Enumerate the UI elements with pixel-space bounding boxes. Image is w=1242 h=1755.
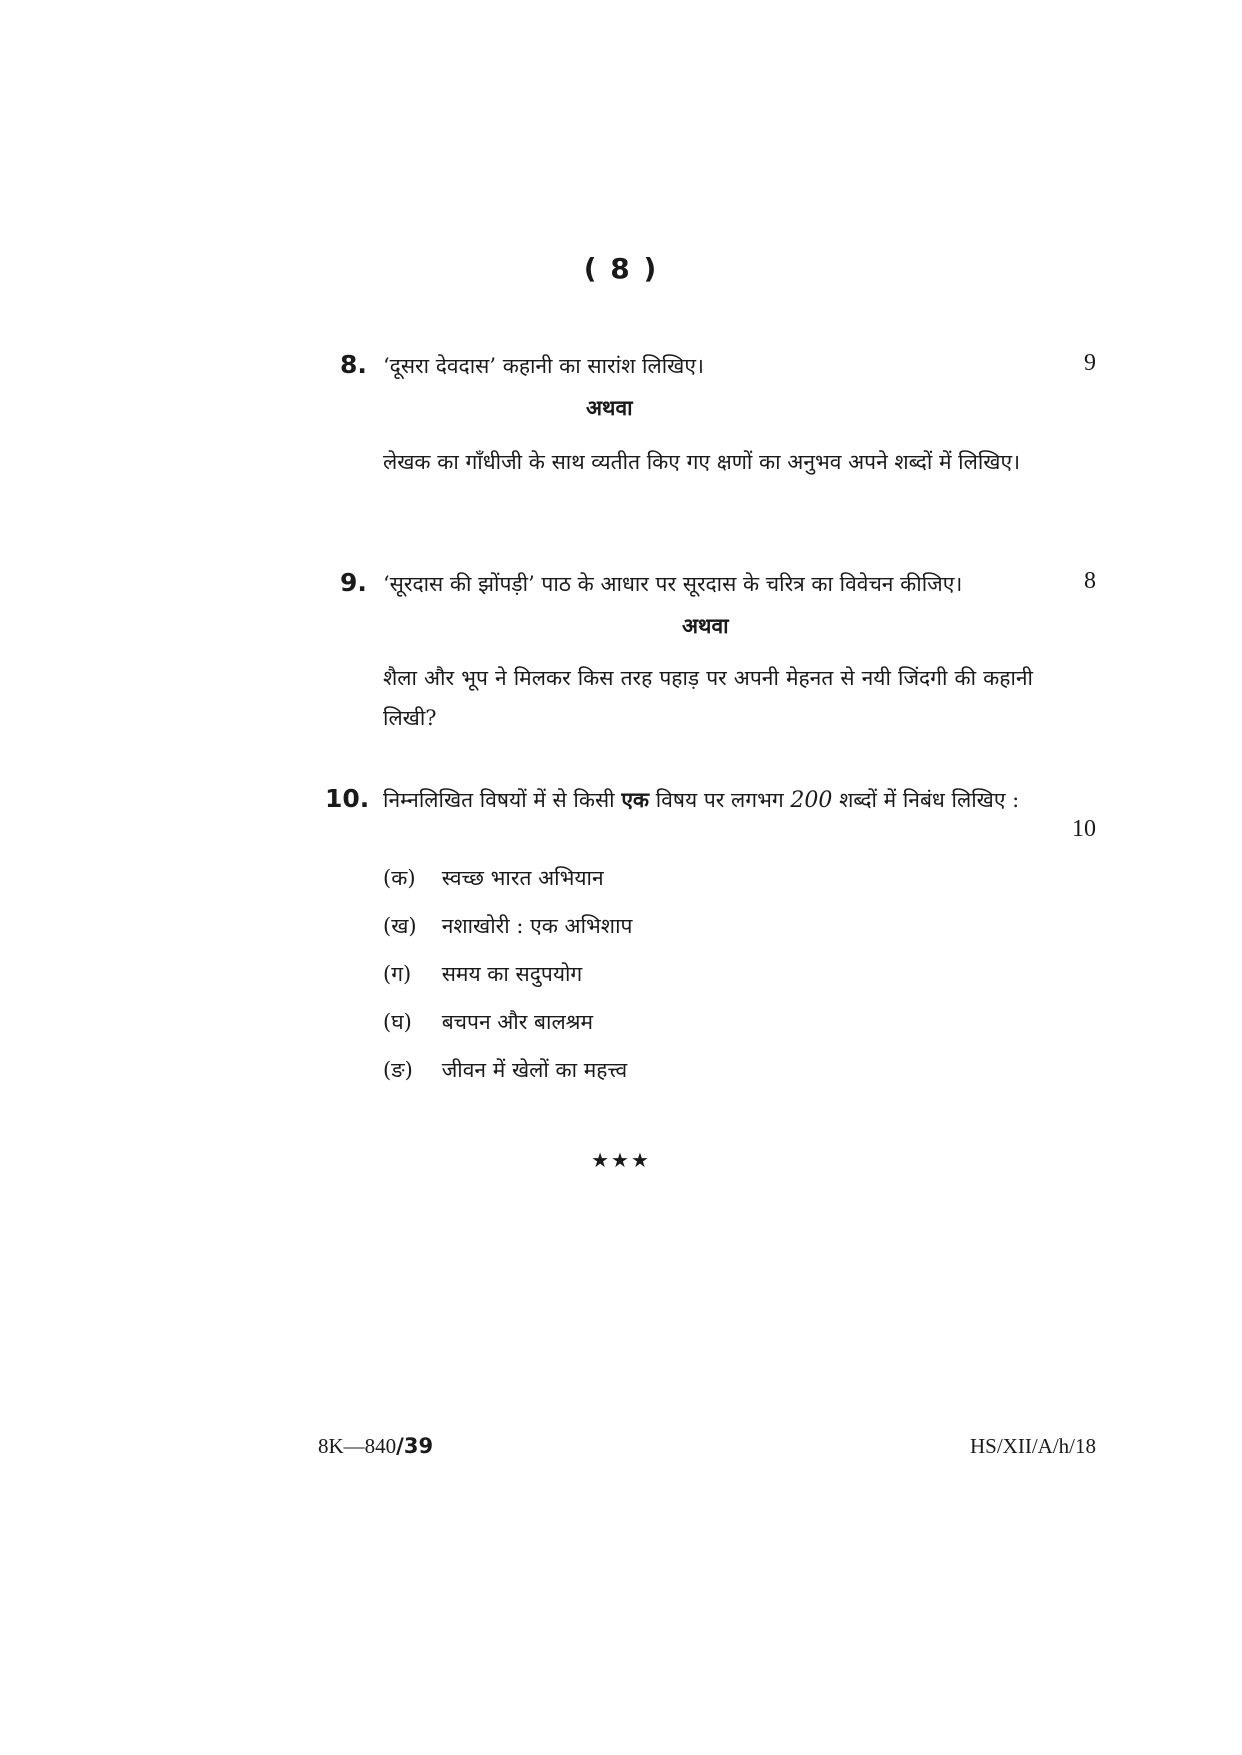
question-10-number: 10. (325, 784, 370, 813)
question-10-text (383, 780, 1033, 821)
footer-code-suffix: /39 (396, 1434, 434, 1458)
footer-code-prefix: 8K—840 (318, 1434, 397, 1458)
question-10-word-count: 200 (790, 788, 833, 813)
footer-code (318, 1434, 433, 1459)
question-8-marks: 9 (1084, 350, 1096, 376)
topic-text: समय का सदुपयोग (441, 962, 583, 986)
question-9-marks: 8 (1084, 568, 1096, 594)
topic-text: नशाखोरी : एक अभिशाप (441, 914, 633, 938)
topic-label: (ख) (383, 914, 417, 938)
footer-paper-code: HS/XII/A/h/18 (970, 1434, 1096, 1458)
question-10-text-after: शब्दों में निबंध लिखिए : (839, 788, 1020, 812)
question-9-text: ‘सूरदास की झोंपड़ी’ पाठ के आधार पर सूरदास के चरित्र का विवेचन कीजिए। (383, 572, 963, 596)
topic-item (383, 1056, 627, 1084)
topic-text: जीवन में खेलों का महत्त्व (441, 1058, 628, 1082)
topic-label: (घ) (383, 1010, 412, 1034)
end-stars: ★★★ (591, 1148, 651, 1172)
question-8-or-label: अथवा (586, 395, 633, 420)
question-9-number: 9. (340, 568, 367, 597)
topic-item (383, 864, 604, 892)
question-9-alternative: शैला और भूप ने मिलकर किस तरह पहाड़ पर अपनी मेहनत से नयी जिंदगी की कहानी लिखी? (383, 666, 1033, 730)
topic-label: (क) (383, 866, 416, 890)
topic-item (383, 912, 632, 940)
topic-text: बचपन और बालश्रम (441, 1010, 594, 1034)
topic-text: स्वच्छ भारत अभियान (441, 866, 604, 890)
question-9-or-label: अथवा (682, 613, 729, 638)
question-10-text-before: निम्नलिखित विषयों में से किसी (383, 788, 615, 812)
question-10-text-middle: विषय पर लगभग (655, 788, 784, 812)
question-8-alternative: लेखक का गाँधीजी के साथ व्यतीत किए गए क्षणों का अनुभव अपने शब्दों में लिखिए। (383, 450, 1021, 474)
topic-item (383, 960, 582, 988)
question-8-text: ‘दूसरा देवदास’ कहानी का सारांश लिखिए। (383, 354, 704, 378)
topic-item (383, 1008, 593, 1036)
question-8-number: 8. (340, 350, 367, 379)
topic-label: (ग) (383, 962, 412, 986)
question-10-marks: 10 (1072, 816, 1096, 842)
topic-label: (ङ) (383, 1058, 413, 1082)
question-10-text-bold: एक (621, 787, 650, 812)
page-number: ( 8 ) (583, 252, 659, 285)
